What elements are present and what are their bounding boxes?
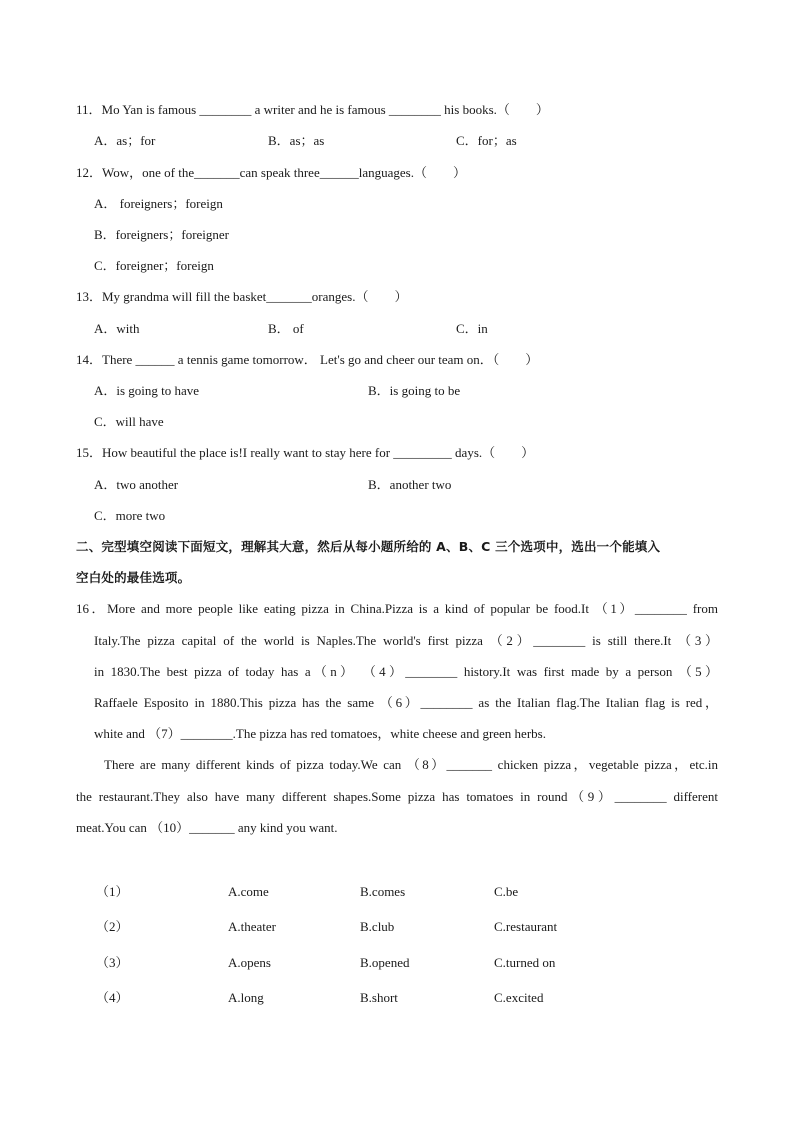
question-13-stem: 13．My grandma will fill the basket_______oranges.（ ） — [76, 289, 408, 304]
choice-number: （2） — [96, 919, 129, 934]
question-13-option-a: A．with — [94, 321, 140, 336]
choice-number: （4） — [96, 990, 129, 1005]
passage-line: There are many different kinds of pizza today.We can （8）_______ chicken pizza，vegetable pizza，etc.in — [104, 757, 718, 772]
question-12-option-a: A． foreigners；foreign — [94, 196, 223, 211]
passage-line: 16．More and more people like eating pizza in China.Pizza is a kind of popular be food.It （1）________ from — [76, 601, 718, 616]
question-12-stem: 12．Wow，one of the_______can speak three______languages.（ ） — [76, 165, 466, 180]
question-14-option-b: B．is going to be — [368, 383, 461, 398]
choice-number: （1） — [96, 884, 129, 899]
choice-option-b: B.club — [360, 919, 395, 934]
question-11-option-c: C．for；as — [456, 133, 517, 148]
passage-line: the restaurant.They also have many different shapes.Some pizza has tomatoes in round（9）________ different — [76, 789, 718, 804]
choice-option-c: C.restaurant — [494, 919, 558, 934]
question-11-option-a: A．as；for — [94, 133, 156, 148]
question-13-option-b: B． of — [268, 321, 304, 336]
passage-line: in 1830.The best pizza of today has a（n） （4）________ history.It was first made by a person （5） — [94, 664, 718, 679]
passage-line: meat.You can （10）_______ any kind you want. — [76, 820, 338, 835]
question-12-option-c: C．foreigner；foreign — [94, 258, 214, 273]
section-2-heading-line-1: 二、完型填空阅读下面短文，理解其大意，然后从每小题所给的 A、B、C 三个选项中，选出一个能填入 — [76, 539, 661, 554]
question-14-option-a: A．is going to have — [94, 383, 200, 398]
question-14-option-c: C．will have — [94, 414, 164, 429]
choice-option-c: C.be — [494, 884, 519, 899]
choice-option-a: A.long — [228, 990, 264, 1005]
choice-number: （3） — [96, 955, 129, 970]
question-11-stem: 11．Mo Yan is famous ________ a writer and he is famous ________ his books.（ ） — [76, 102, 549, 117]
choice-option-c: C.turned on — [494, 955, 556, 970]
choice-option-b: B.comes — [360, 884, 406, 899]
choice-option-a: A.opens — [228, 955, 271, 970]
question-11-option-b: B．as；as — [268, 133, 325, 148]
question-15-option-a: A．two another — [94, 477, 179, 492]
question-15-stem: 15．How beautiful the place is!I really want to stay here for _________ days.（ ） — [76, 445, 535, 460]
passage-line: Raffaele Esposito in 1880.This pizza has the same （6）________ as the Italian flag.The Italian flag is red， — [94, 695, 718, 710]
passage-line: Italy.The pizza capital of the world is Naples.The world's first pizza （2）________ is still there.It （3） — [94, 633, 718, 648]
question-15-option-c: C．more two — [94, 508, 166, 523]
question-12-option-b: B．foreigners；foreigner — [94, 227, 230, 242]
section-2-heading-line-2: 空白处的最佳选项。 — [76, 570, 191, 585]
passage-line: white and （7）________.The pizza has red tomatoes，white cheese and green herbs. — [94, 726, 546, 741]
question-14-stem: 14．There ______ a tennis game tomorrow． Let's go and cheer our team on．（ ） — [76, 352, 539, 367]
choice-option-b: B.short — [360, 990, 398, 1005]
choice-option-b: B.opened — [360, 955, 410, 970]
choice-option-a: A.theater — [228, 919, 277, 934]
question-13-option-c: C．in — [456, 321, 488, 336]
choice-option-a: A.come — [228, 884, 269, 899]
question-15-option-b: B．another two — [368, 477, 452, 492]
choice-option-c: C.excited — [494, 990, 544, 1005]
